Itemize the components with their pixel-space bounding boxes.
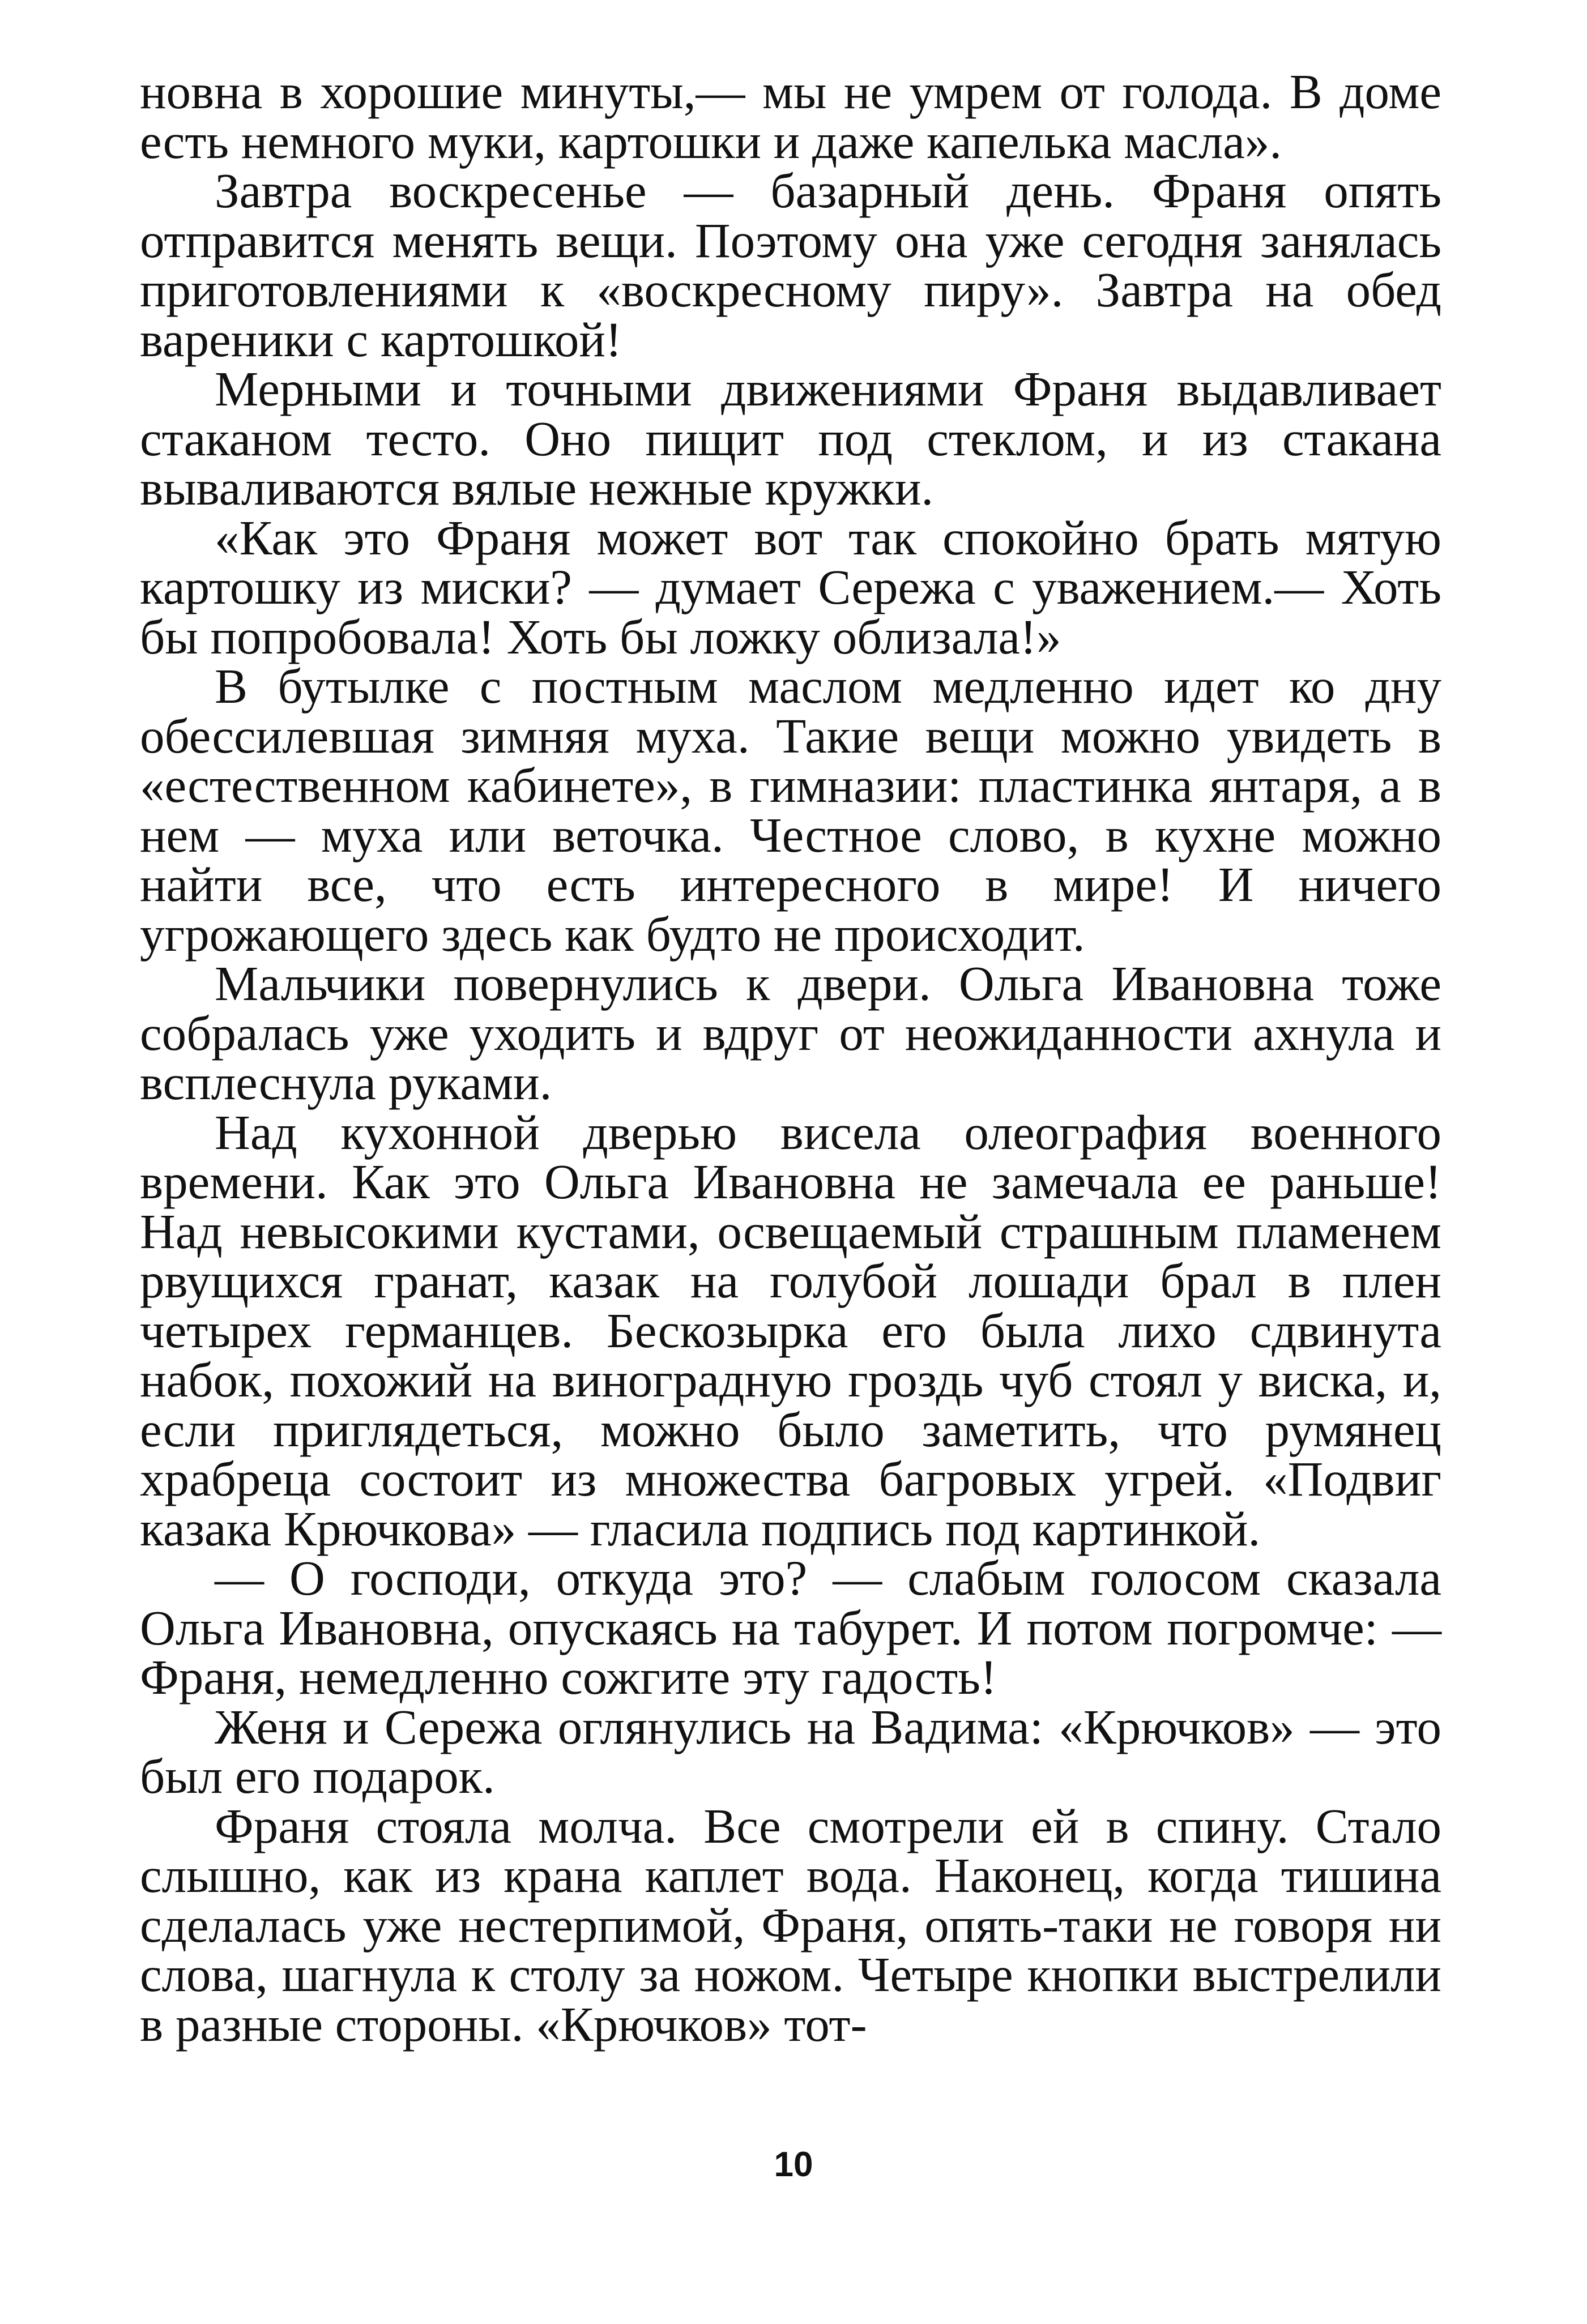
paragraph-7: Над кухонной дверью висела олеография военного времени. Как это Ольга Ивановна не замечала ее раньше! Над невысокими кустами, освещаемый страшным пламенем рвущихся гранат, казак на голубой лошади брал в плен четырех германцев. Бескозырка его была лихо сдвинута набок, похожий на виноградную гроздь чуб стоял у виска, и, если приглядеться, можно было заметить, что румянец храбреца состоит из множества багровых угрей. «Подвиг казака Крючкова» — гласила подпись под картинкой. [140,1104,1441,1556]
paragraph-1: новна в хорошие минуты,— мы не умрем от голода. В доме есть немного муки, картошки и даже капелька масла». [140,64,1441,169]
paragraph-3: Мерными и точными движениями Франя выдавливает стаканом тесто. Оно пищит под стеклом, и из стакана вываливаются вялые нежные кружки. [140,361,1441,515]
paragraph-5: В бутылке с постным маслом медленно идет ко дну обессилевшая зимняя муха. Такие вещи можно увидеть в «естественном кабинете», в гимназии: пластинка янтаря, а в нем — муха или веточка. Честное слово, в кухне можно найти все, что есть интересного в мире! И ничего угрожающего здесь как будто не происходит. [140,659,1441,962]
paragraph-4: «Как это Франя может вот так спокойно брать мятую картошку из миски? — думает Сережа с уважением.— Хоть бы попробовала! Хоть бы ложку облизала!» [140,510,1441,664]
paragraph-10: Франя стояла молча. Все смотрели ей в спину. Стало слышно, как из крана каплет вода. Наконец, когда тишина сделалась уже нестерпимой, Франя, опять-таки не говоря ни слова, шагнула к столу за ножом. Четыре кнопки выстрелили в разные стороны. «Крючков» тот- [140,1798,1441,2052]
paragraph-2: Завтра воскресенье — базарный день. Франя опять отправится менять вещи. Поэтому она уже сегодня занялась приготовлениями к «воскресному пиру». Завтра на обед вареники с картошкой! [140,163,1441,367]
paragraph-6: Мальчики повернулись к двери. Ольга Ивановна тоже собралась уже уходить и вдруг от неожиданности ахнула и всплеснула руками. [140,956,1441,1110]
paragraph-8: — О господи, откуда это? — слабым голосом сказала Ольга Ивановна, опускаясь на табурет. И потом погромче: — Франя, немедленно сожгите эту гадость! [140,1550,1441,1704]
page-number: 10 [774,2145,813,2184]
paragraph-9: Женя и Сережа оглянулись на Вадима: «Крючков» — это был его подарок. [140,1699,1441,1804]
page-body [140,64,1441,2052]
